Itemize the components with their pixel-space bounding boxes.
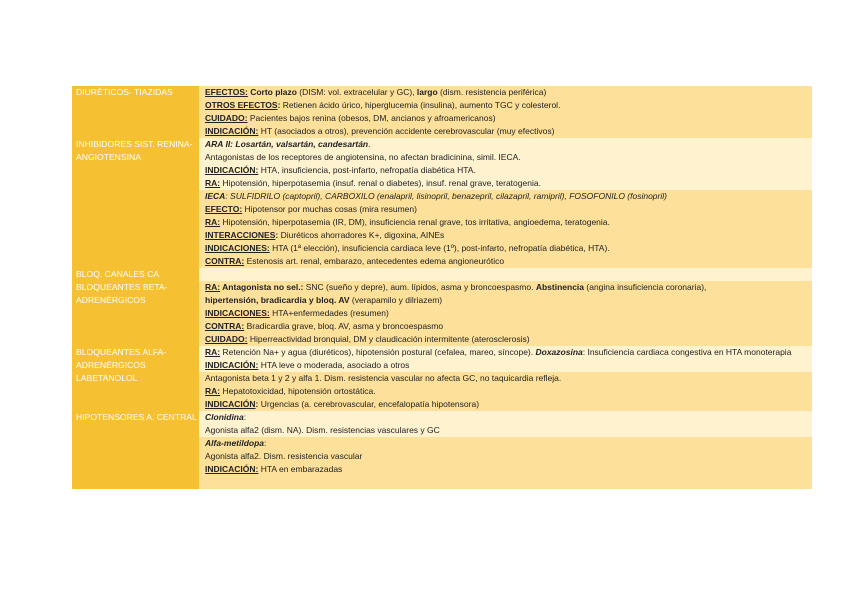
category-cell: BLOQ. CANALES CA [72,268,199,281]
description-line: RA: Hepatotoxicidad, hipotensión ortostática. [205,386,376,396]
description-block [199,372,812,411]
description-cell [199,86,812,138]
description-line: Clonidina: [205,412,247,422]
description-line: RA: Retención Na+ y agua (diuréticos), hipotensión postural (cefalea, mareo, síncope). Doxazosina: Insuficiencia cardiaca congestiva en HTA monoterapia [205,347,792,357]
description-line: INDICACIÓN: HTA leve o moderada, asociado a otros [205,360,410,370]
table-row [72,411,812,489]
description-line: OTROS EFECTOS: Retienen ácido úrico, hiperglucemia (insulina), aumento TGC y colesterol. [205,100,561,110]
description-line: CUIDADO: Hiperreactividad bronquial, DM y claudicación intermitente (aterosclerosis) [205,334,530,344]
table-row [72,281,812,346]
description-block [199,268,812,281]
description-line: EFECTOS: Corto plazo (DISM: vol. extracelular y GC), largo (dism. resistencia periférica) [205,87,547,97]
description-block [199,411,812,437]
description-line: INDICACIÓN: HT (asociados a otros), prevención accidente cerebrovascular (muy efectivos) [205,126,555,136]
description-block [199,86,812,138]
description-cell [199,411,812,489]
description-line: INDICACIÓN: HTA, insuficiencia, post-infarto, nefropatía diabética HTA. [205,165,476,175]
description-block [199,138,812,190]
table-row [72,346,812,372]
description-line [205,268,808,281]
description-line: INTERACCIONES: Diuréticos ahorradores K+, digoxina, AINEs [205,230,445,240]
description-line: INDICACIONES: HTA+enfermedades (resumen) [205,308,389,318]
description-line: IECA: SULFIDRILO (captopril), CARBOXILO (enalapril, lisinopril, benazepril, cilazapril, ramipril), FOSOFONILO (fosinopril) [205,191,667,201]
description-line: Alfa-metildopa: [205,438,267,448]
category-cell: LABETANOLOL [72,372,199,411]
table-row [72,268,812,281]
description-line: INDICACIONES: HTA (1ª elección), insuficiencia cardiaca leve (1º), post-infarto, nefropatía diabética, HTA). [205,243,610,253]
description-block [199,190,812,268]
table-row [72,138,812,268]
description-block [199,437,812,489]
description-line: RA: Antagonista no sel.: SNC (sueño y depre), aum. lípidos, asma y broncoespasmo. Abstinencia (angina insuficiencia coronaria), [205,282,707,292]
description-line [205,476,808,489]
pharmacology-table [72,86,812,489]
category-cell: DIURÉTICOS- TIAZIDAS [72,86,199,138]
category-cell: BLOQUEANTES BETA-ADRENÉRGICOS [72,281,199,346]
description-cell [199,372,812,411]
description-cell [199,346,812,372]
description-line: Antagonistas de los receptores de angiotensina, no afectan bradicinina, simil. IECA. [205,152,521,162]
category-cell: HIPOTENSORES A. CENTRAL [72,411,199,489]
description-block [199,281,812,346]
description-line: CONTRA: Bradicardia grave, bloq. AV, asma y broncoespasmo [205,321,444,331]
table-body [72,86,812,489]
description-line: Agonista alfa2 (dism. NA). Dism. resistencias vasculares y GC [205,425,440,435]
table-row [72,372,812,411]
table-row [72,86,812,138]
description-line: EFECTO: Hipotensor por muchas cosas (mira resumen) [205,204,417,214]
description-line: CONTRA: Estenosis art. renal, embarazo, antecedentes edema angioneurótico [205,256,505,266]
description-block [199,346,812,372]
description-line: RA: Hipotensión, hiperpotasemia (insuf. renal o diabetes), insuf. renal grave, teratogenia. [205,178,541,188]
description-cell [199,268,812,281]
description-line: hipertensión, bradicardia y bloq. AV (verapamilo y dilriazem) [205,295,443,305]
category-cell: INHIBIDORES SIST. RENINA-ANGIOTENSINA [72,138,199,268]
description-line: INDICACIÓN: HTA en embarazadas [205,464,343,474]
description-line: RA: Hipotensión, hiperpotasemia (IR, DM), insuficiencia renal grave, tos irritativa, angioedema, teratogenia. [205,217,610,227]
description-line: ARA II: Losartán, valsartán, candesartán. [205,139,371,149]
description-line: INDICACIÓN: Urgencias (a. cerebrovascular, encefalopatía hipotensora) [205,399,480,409]
description-line: Antagonista beta 1 y 2 y alfa 1. Dism. resistencia vascular no afecta GC, no taquicardia refleja. [205,373,562,383]
description-cell [199,281,812,346]
description-line: CUIDADO: Pacientes bajos renina (obesos, DM, ancianos y afroamericanos) [205,113,496,123]
description-cell [199,138,812,268]
category-cell: BLOQUEANTES ALFA-ADRENÉRGICOS [72,346,199,372]
description-line: Agonista alfa2. Dism. resistencia vascular [205,451,363,461]
